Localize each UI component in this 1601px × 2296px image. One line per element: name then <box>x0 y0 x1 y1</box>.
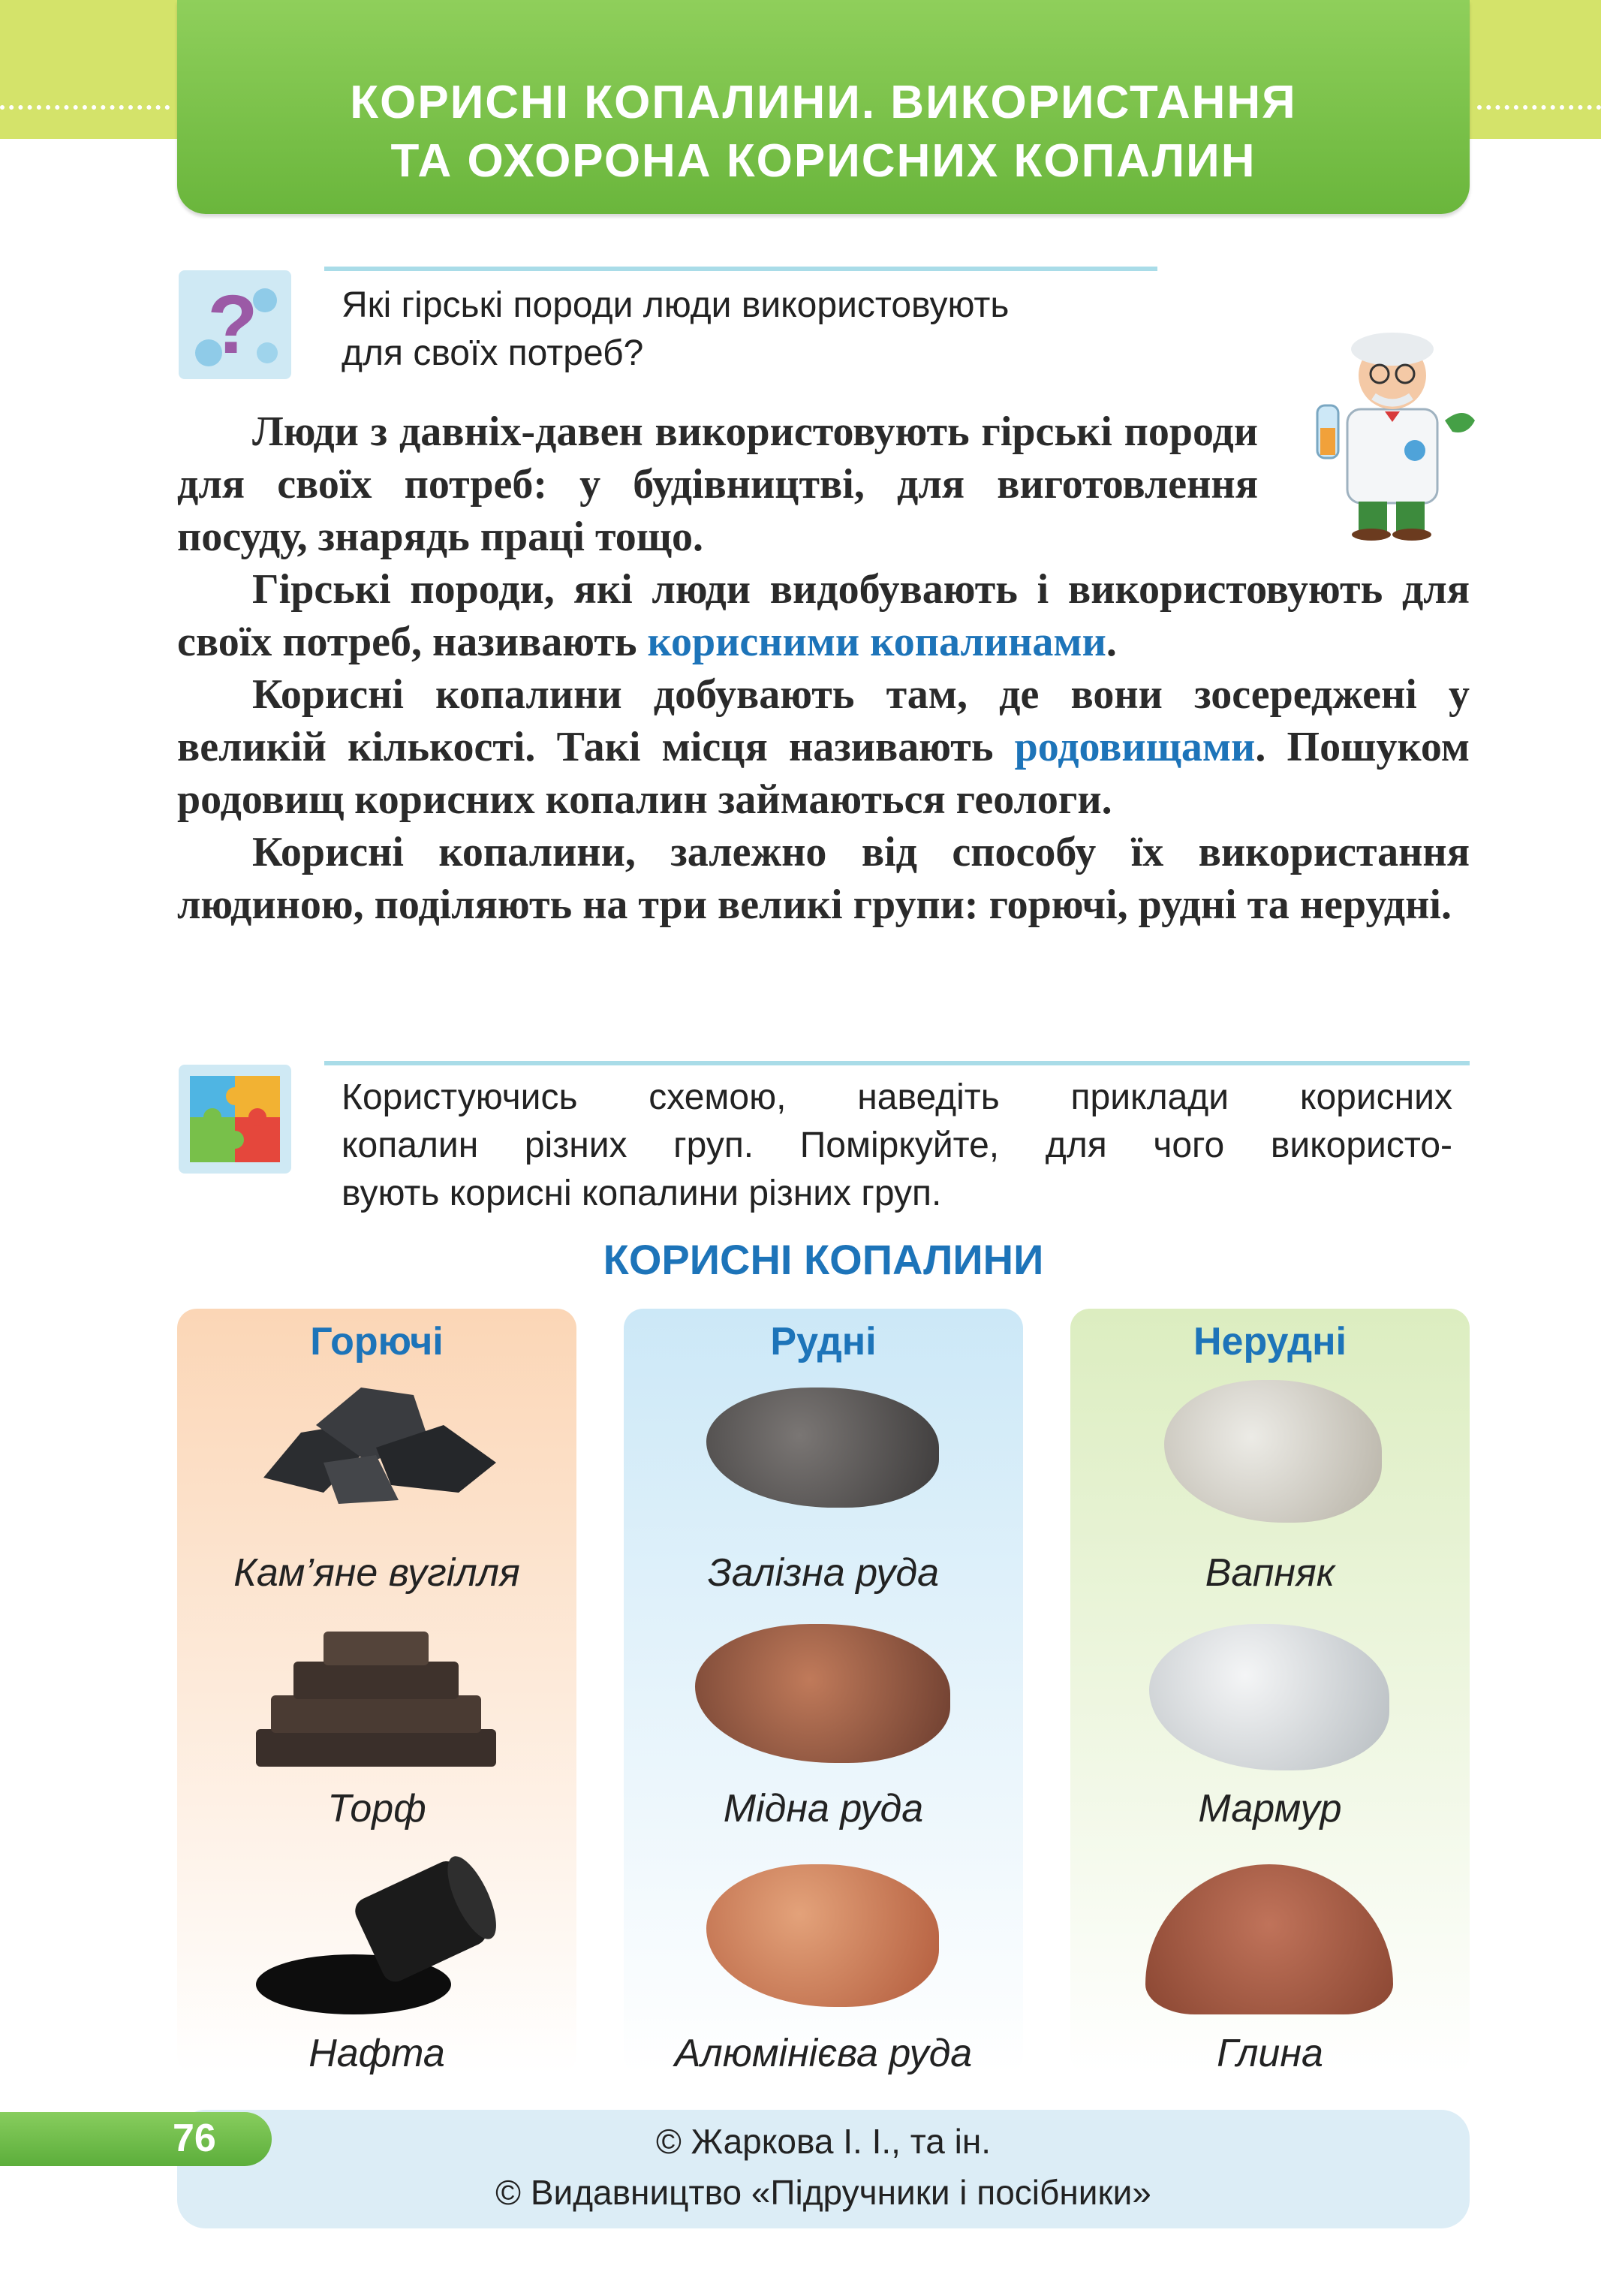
puzzle-icon <box>179 1065 291 1174</box>
caption-coal: Кам’яне вугілля <box>233 1551 520 1595</box>
peat-image <box>248 1624 504 1774</box>
copper-ore-image <box>695 1624 950 1763</box>
copyright-line-2: © Видавництво «Підручники і посібники» <box>495 2173 1151 2212</box>
task-text <box>342 1074 1452 1218</box>
column-combustible <box>177 1309 576 2075</box>
paragraph-1: Люди з давніх-давен використовують гірські породи для своїх потреб: у будівництві, для виготовлення посуду, знарядь праці тощо. <box>177 408 1258 560</box>
paragraph-3-text: Корисні копалини добувають там, де вони зосереджені у великій кількості. Такі місця називають <box>177 671 1470 770</box>
caption-oil: Нафта <box>308 2032 445 2075</box>
svg-text:?: ? <box>207 279 258 371</box>
question-line-2: для своїх потреб? <box>342 333 644 373</box>
marble-image <box>1149 1624 1389 1770</box>
caption-marble: Мармур <box>1198 1787 1342 1830</box>
question-rule <box>324 267 1157 271</box>
title-line-2: ТА ОХОРОНА КОРИСНИХ КОПАЛИН <box>390 135 1256 187</box>
caption-peat: Торф <box>327 1787 426 1830</box>
column-heading: Нерудні <box>1193 1320 1347 1363</box>
paragraph-3-end: . Пошуком родовищ корисних копалин займаються геологи. <box>177 724 1470 823</box>
title-line-1: КОРИСНІ КОПАЛИНИ. ВИКОРИСТАННЯ <box>350 77 1297 128</box>
scientist-illustration <box>1302 315 1490 541</box>
caption-aluminum-ore: Алюмінієва руда <box>674 2032 973 2075</box>
paragraph-3 <box>177 668 1470 826</box>
aluminum-ore-image <box>706 1864 939 2007</box>
caption-clay: Глина <box>1217 2032 1323 2075</box>
question-text <box>342 282 1009 378</box>
paragraph-4: Корисні копалини, залежно від способу їх використання людиною, поділяють на три великі групи: горючі, рудні та нерудні. <box>177 829 1470 928</box>
clay-image <box>1145 1864 1393 2014</box>
header-dots-left <box>0 105 170 110</box>
paragraph-2 <box>177 563 1470 668</box>
column-nonmetallic <box>1070 1309 1470 2075</box>
task-rule <box>324 1061 1470 1065</box>
oil-barrel-image <box>248 1846 519 2018</box>
question-icon <box>179 270 291 379</box>
caption-iron-ore: Залізна руда <box>707 1551 940 1595</box>
limestone-image <box>1164 1380 1382 1523</box>
task-line-2: копалин різних груп. Поміркуйте, для чого використо- <box>342 1125 1452 1165</box>
body-text <box>177 563 1470 931</box>
caption-copper-ore: Мідна руда <box>723 1787 924 1830</box>
question-line-1: Які гірські породи люди використовують <box>342 285 1010 325</box>
term-useful-minerals: корисними копалинами <box>647 619 1106 665</box>
task-line-1: Користуючись схемою, наведіть приклади корисних <box>342 1077 1452 1117</box>
column-ore <box>624 1309 1023 2075</box>
header-dots-right <box>1477 105 1601 110</box>
coal-image <box>248 1380 504 1508</box>
paragraph-2-end: . <box>1106 619 1117 665</box>
scheme-title: КОРИСНІ КОПАЛИНИ <box>603 1236 1044 1283</box>
paragraph-1-block <box>177 405 1258 563</box>
term-deposits: родовищами <box>1014 724 1256 770</box>
column-heading: Рудні <box>770 1320 877 1363</box>
copyright-line-1: © Жаркова І. І., та ін. <box>655 2122 992 2161</box>
task-line-3: вують корисні копалини різних груп. <box>342 1174 942 1213</box>
page-title <box>177 74 1470 191</box>
copyright <box>177 2116 1470 2218</box>
page-number: 76 <box>173 2117 216 2160</box>
paragraph-2-text: Гірські породи, які люди видобувають і використовують для своїх потреб, називають <box>177 566 1470 665</box>
iron-ore-image <box>706 1388 939 1508</box>
caption-limestone: Вапняк <box>1205 1551 1335 1595</box>
column-heading: Горючі <box>310 1320 444 1363</box>
